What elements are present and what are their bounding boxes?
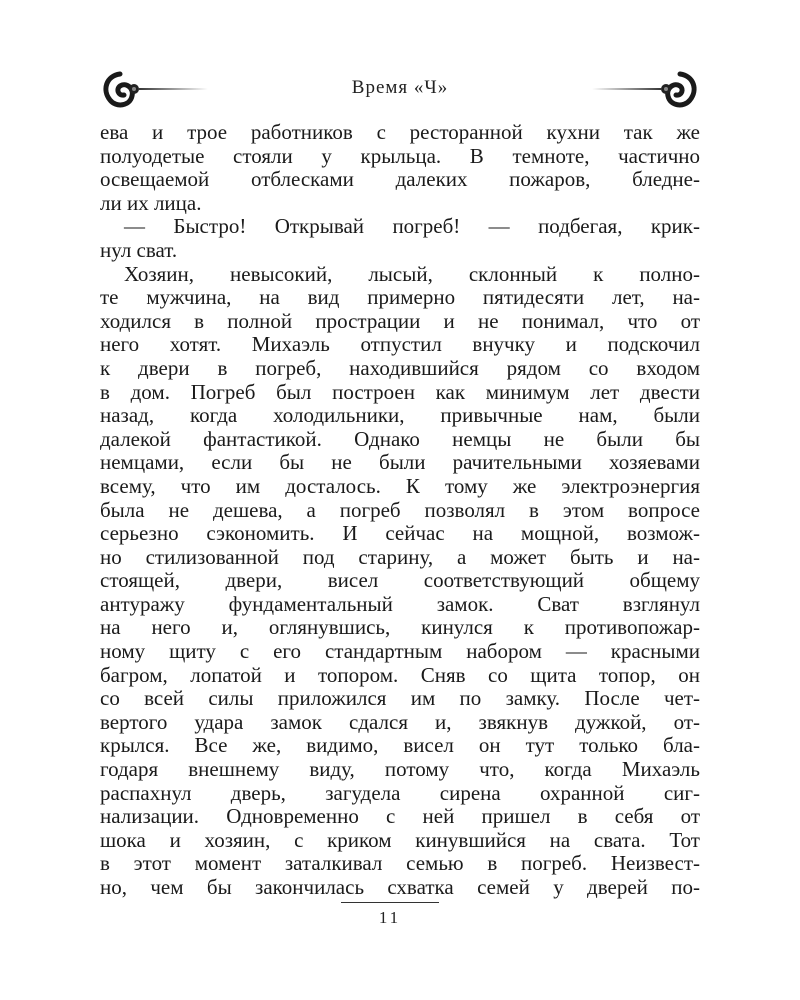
text-line: но, чем бы закончилась схватка семей у дверей по-: [100, 875, 700, 899]
text-line: ному щиту с его стандартным набором — красными: [100, 639, 700, 664]
text-line: немцами, если бы не были рачительными хозяевами: [100, 450, 700, 475]
page-body-text: [100, 121, 700, 900]
text-line: ходился в полной прострации и не понимал, что от: [100, 308, 700, 333]
text-line: него хотят. Михаэль отпустил внучку и подскочил: [100, 332, 700, 357]
page-number: 11: [378, 908, 402, 927]
text-line: ева и трое работников с ресторанной кухни так же: [100, 120, 700, 144]
text-line: к двери в погреб, находившийся рядом со входом: [100, 355, 700, 380]
ornament-right-icon: [590, 66, 700, 112]
text-line: крылся. Все же, видимо, висел он тут только бла-: [100, 733, 700, 758]
text-line: нул сват.: [100, 237, 178, 262]
footer-divider: [341, 902, 439, 903]
text-line: назад, когда холодильники, привычные нам, были: [100, 403, 700, 428]
text-line: Хозяин, невысокий, лысый, склонный к полно-: [124, 261, 700, 286]
text-line: всему, что им досталось. К тому же электроэнергия: [100, 473, 700, 498]
text-line: в этот момент заталкивал семью в погреб. Неизвест-: [100, 851, 700, 876]
text-line: багром, лопатой и топором. Сняв со щита топор, он: [100, 662, 700, 687]
text-line: серьезно сэкономить. И сейчас на мощной, возмож-: [100, 521, 700, 546]
text-line: распахнул дверь, загудела сирена охранной сиг-: [100, 780, 700, 805]
text-line: — Быстро! Открывай погреб! — подбегая, крик-: [124, 214, 700, 239]
text-line: полуодетые стояли у крыльца. В темноте, частично: [100, 143, 700, 168]
page-footer: [340, 902, 440, 928]
text-line: далекой фантастикой. Однако немцы не были бы: [100, 426, 700, 451]
running-header: [100, 66, 700, 112]
text-line: со всей силы приложился им по замку. После чет-: [100, 686, 700, 711]
text-line: шока и хозяин, с криком кинувшийся на свата. Тот: [100, 827, 700, 852]
text-line: освещаемой отблесками далеких пожаров, бледне-: [100, 167, 700, 192]
text-line: годаря внешнему виду, потому что, когда Михаэль: [100, 757, 700, 782]
text-line: вертого удара замок сдался и, звякнув дужкой, от-: [100, 709, 700, 734]
running-title: Время «Ч»: [351, 77, 449, 98]
text-line: в дом. Погреб был построен как минимум лет двести: [100, 379, 700, 404]
text-line: ли их лица.: [100, 190, 202, 215]
text-line: была не дешева, а погреб позволял в этом вопросе: [100, 497, 700, 522]
text-line: антуражу фундаментальный замок. Сват взглянул: [100, 591, 700, 616]
text-line: те мужчина, на вид примерно пятидесяти лет, на-: [100, 285, 700, 310]
text-line: на него и, оглянувшись, кинулся к противопожар-: [100, 615, 700, 640]
text-line: нализации. Одновременно с ней пришел в себя от: [100, 804, 700, 829]
text-line: но стилизованной под старину, а может быть и на-: [100, 544, 700, 569]
text-line: стоящей, двери, висел соответствующий общему: [100, 568, 700, 593]
